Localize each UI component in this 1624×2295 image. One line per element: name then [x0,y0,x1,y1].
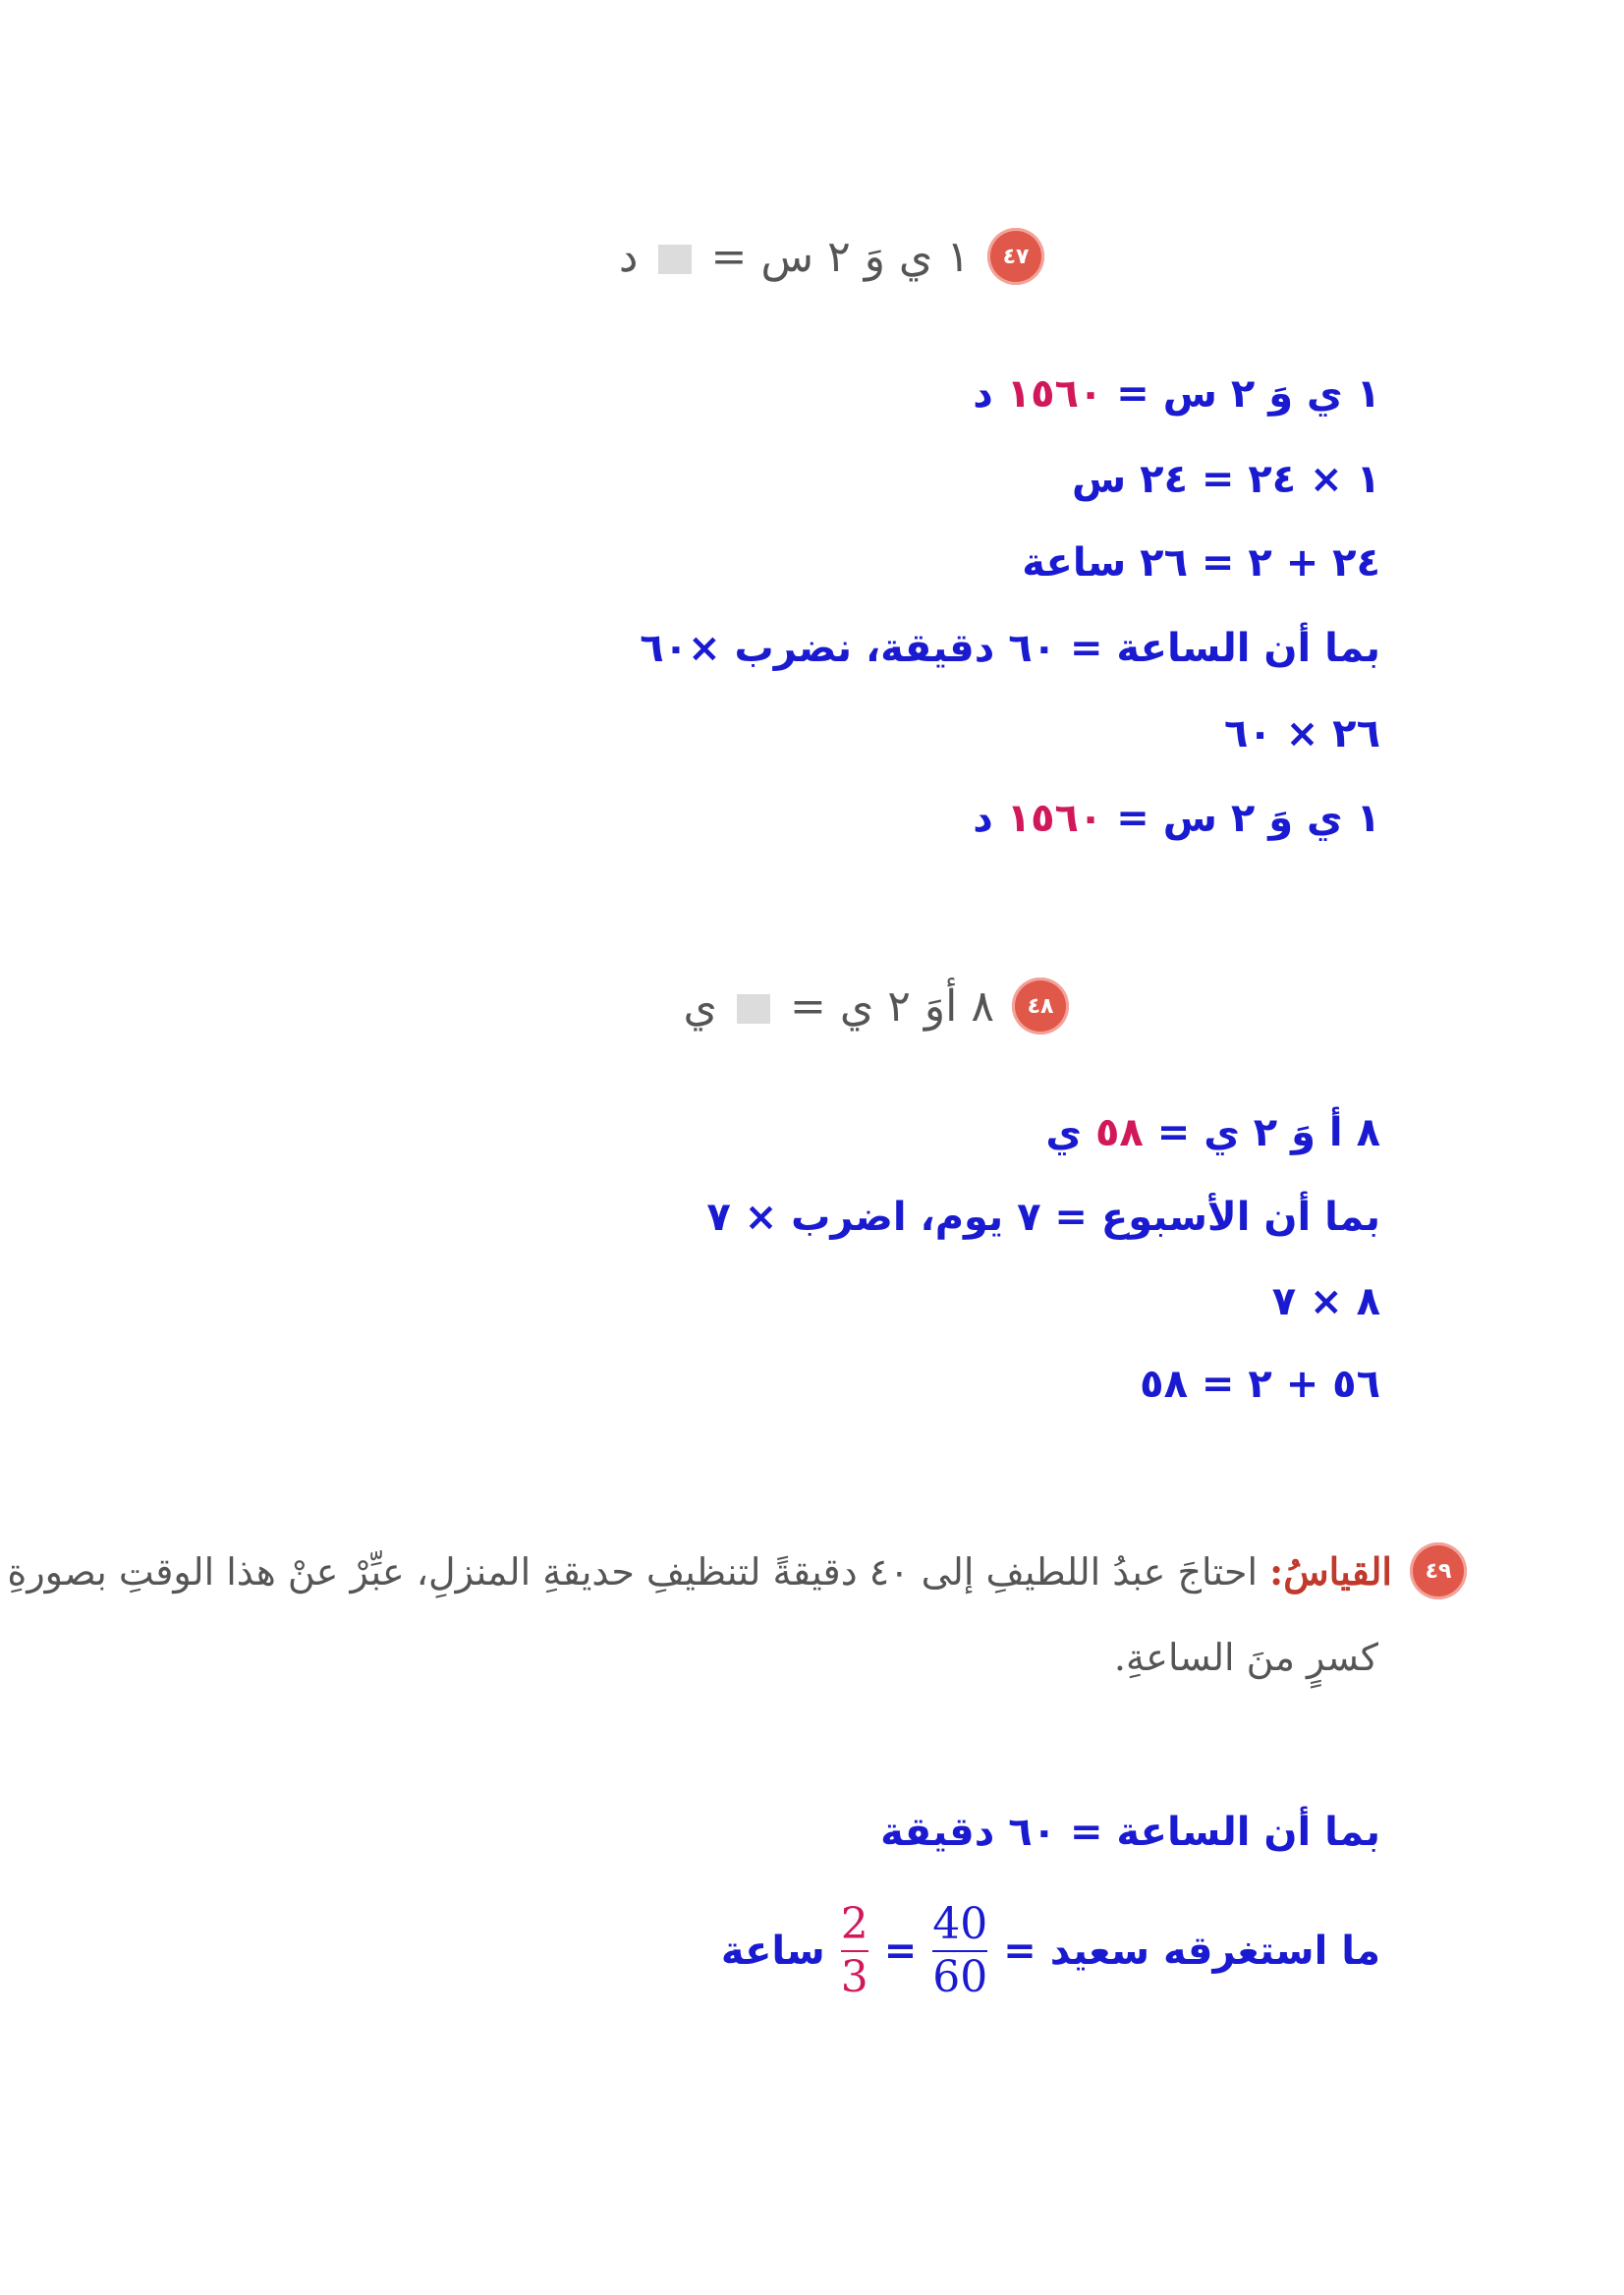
fraction-equation [721,1901,1380,2002]
question-text: احتاجَ عبدُ اللطيفِ إلى ٤٠ دقيقةً لتنظيفِ حديقةِ المنزلِ، عبِّرْ عنْ هذا الوقتِ بصورةِ [7,1549,1259,1594]
question-number-badge: ٤٧ [987,228,1044,285]
answer-unit: ي [1045,1110,1083,1155]
question-49-header [7,1542,1467,1599]
stem-unit: د [618,231,639,282]
solution-text: ١ ي وَ ٢ س = ١٥٦٠ د [973,371,1380,417]
fraction-2-3 [841,1901,868,2002]
solution-line: بما أن الساعة = ٦٠ دقيقة [880,1810,1380,1855]
question-text-line1 [7,1549,1392,1594]
stem-text: ٨ أوَ ٢ ي = [789,980,994,1032]
question-stem [619,232,970,282]
question-text-line2: كسرٍ منَ الساعةِ. [1113,1636,1378,1679]
stem-text: ١ ي وَ ٢ س = [710,231,970,282]
numerator: 40 [932,1899,988,1949]
question-48-header [684,978,1069,1035]
answer-blank [658,245,692,274]
question-stem [684,981,994,1032]
solution-line: ٥٦ + ٢ = ٥٨ [1140,1362,1380,1407]
equation-prefix: ما استغرقه سعيد = [1003,1929,1380,1975]
denominator: 3 [840,1952,868,2003]
solution-line: ١ × ٢٤ = ٢٤ س [1072,457,1380,502]
fraction-40-60 [932,1901,987,2002]
solution-line: ٢٦ × ٦٠ [1223,711,1380,756]
solution-line: ١ ي وَ ٢ س = ١٥٦٠ د [973,796,1380,841]
answer-blank [737,994,770,1024]
solution-line: ٨ × ٧ [1271,1279,1380,1324]
denominator: 60 [932,1952,988,2003]
solution-line [973,371,1380,417]
answer-value: ١٥٦٠ [1006,796,1103,841]
answer-unit: ساعة [720,1929,825,1975]
question-number-badge: ٤٨ [1012,978,1069,1035]
solution-line: بما أن الأسبوع = ٧ يوم، اضرب × ٧ [706,1195,1380,1240]
solution-text: ٨ أ وَ ٢ ي = [1156,1110,1380,1155]
solution-line [1045,1110,1380,1155]
equals-sign: = [883,1929,918,1975]
stem-unit: ي [683,980,717,1032]
question-label: القياسُ: [1269,1548,1392,1594]
answer-value: ٥٨ [1095,1110,1144,1155]
answer-value: ١٥٦٠ [1006,371,1103,417]
question-number-badge: ٤٩ [1410,1542,1467,1599]
numerator: 2 [840,1899,868,1949]
solution-line: ٢٤ + ٢ = ٢٦ ساعة [1022,540,1380,586]
solution-line: بما أن الساعة = ٦٠ دقيقة، نضرب ×٦٠ [640,626,1380,671]
question-47-header [619,228,1044,285]
